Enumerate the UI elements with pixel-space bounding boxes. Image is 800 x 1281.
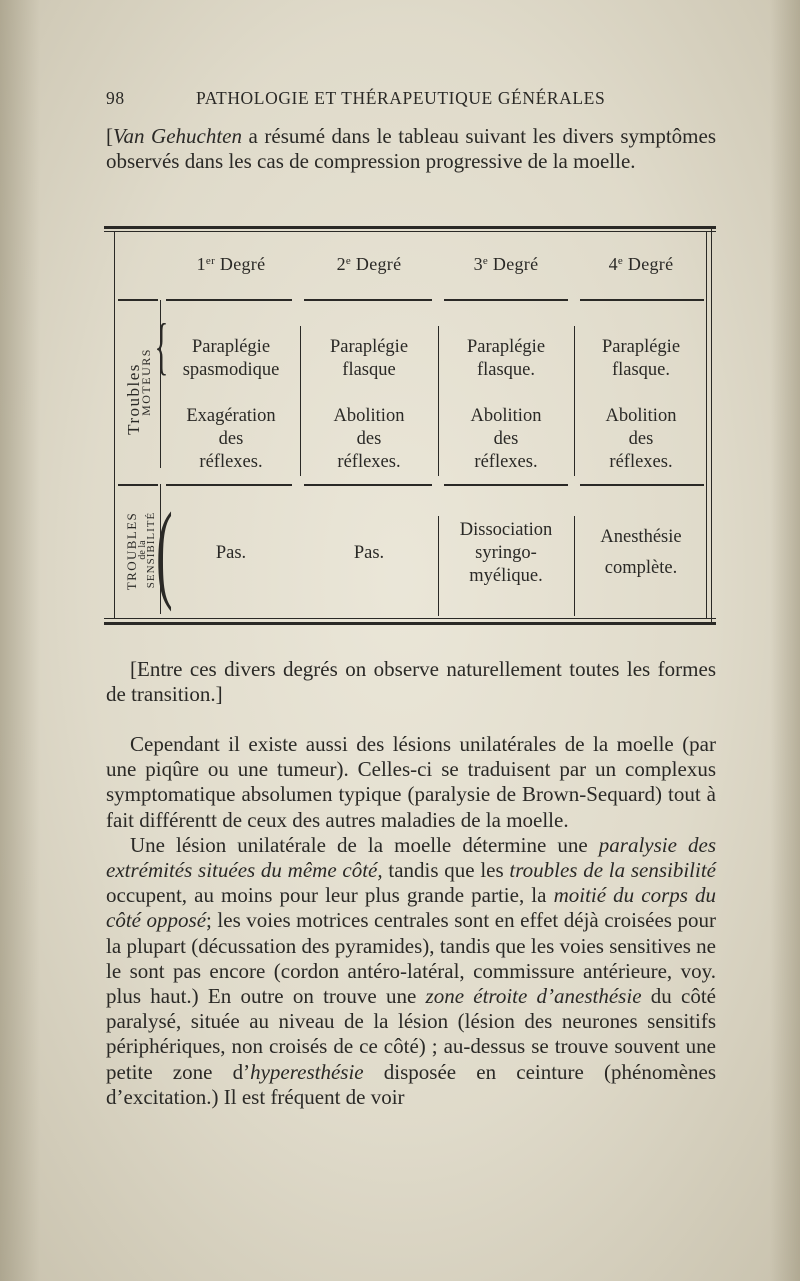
intro-text: a résumé dans le tableau suivant les divers symptômes observés dans les cas de compression progressive de la moelle. — [106, 124, 716, 174]
table-cell: Pas. — [215, 543, 247, 563]
row-separator — [166, 299, 292, 301]
table-cell: Paraplégie flasque Abolition des réflexes. — [329, 337, 409, 472]
table-bottom-rule — [104, 622, 716, 625]
brace: { — [154, 310, 169, 381]
column-header: 4e Degré — [608, 254, 674, 274]
body-text — [106, 732, 716, 1110]
table-cell: Paraplégie flasque. Abolition des réflexes. — [466, 337, 546, 472]
page-number: 98 — [106, 88, 125, 108]
row-separator — [444, 484, 568, 486]
row-separator — [304, 484, 432, 486]
row-separator — [580, 484, 704, 486]
row-label: SENSIBILITÉ — [145, 511, 157, 589]
author-name: Van Gehuchten — [113, 124, 242, 148]
row-label: MOTEURS — [139, 348, 153, 416]
row-label: de la — [137, 540, 148, 560]
table-cell: Dissociation syringo- myélique. — [459, 520, 553, 586]
transition-note: [Entre ces divers degrés on observe naturellement toutes les formes de transition.] — [106, 657, 716, 707]
brace: ( — [156, 490, 173, 612]
column-header: 1er Degré — [196, 254, 266, 274]
row-separator — [444, 299, 568, 301]
row-label: TROUBLES — [124, 511, 139, 591]
paragraph: Cependant il existe aussi des lésions unilatérales de la moelle (par une piqûre ou une tumeur). Celles-ci se traduisent par un complexus symptomatique absolumen typique (paralysie de Brown-Sequard) tout à fait différentt de ceux des autres maladies de la moelle. — [106, 732, 716, 832]
table-top-rule — [104, 226, 716, 229]
table-border — [114, 232, 115, 618]
table-cell: Pas. — [353, 543, 385, 563]
paragraph: Une lésion unilatérale de la moelle détermine une paralysie des extrémités situées du même côté, tandis que les troubles de la sensibilité occupent, au moins pour leur plus grande partie, la moitié du corps du côté opposé; les voies motrices centrales sont en effet déjà croisées pour la plupart (décussation des pyramides), tandis que les voies sensitives ne le sont pas encore (cordon antéro-latéral, commissure antérieure, voy. plus haut.) En outre on trouve une zone étroite d’anesthésie du côté paralysé, située au niveau de la lésion (lésion des neurones sensitifs périphériques, non croisés de ce côté) ; au-dessus se trouve souvent une petite zone d’hyperesthésie disposée en ceinture (phénomènes d’excitation.) Il est fréquent de voir — [106, 832, 717, 1109]
row-separator — [580, 299, 704, 301]
table-cell: Paraplégie flasque. Abolition des réflexes. — [601, 337, 681, 472]
table-cell: Anesthésie complète. — [600, 527, 682, 578]
page-edge-shadow — [770, 0, 800, 1281]
intro-paragraph: [Van Gehuchten a résumé dans le tableau suivant les divers symptômes observés dans les cas de compression progressive de la moelle. — [106, 124, 716, 174]
table-border — [711, 226, 712, 625]
row-separator — [166, 484, 292, 486]
column-header: 3e Degré — [473, 254, 539, 274]
table-bottom-rule — [104, 618, 716, 619]
row-separator — [304, 299, 432, 301]
page-edge-shadow — [0, 0, 40, 1281]
table-cell: Paraplégie spasmodique Exagération des réflexes. — [182, 337, 280, 472]
column-header: 2e Degré — [336, 254, 402, 274]
row-label: Troubles — [124, 363, 143, 435]
running-title: PATHOLOGIE ET THÉRAPEUTIQUE GÉNÉRALES — [196, 88, 606, 108]
symptom-table — [104, 226, 716, 628]
table-top-rule — [104, 231, 716, 232]
row-separator — [118, 299, 158, 301]
